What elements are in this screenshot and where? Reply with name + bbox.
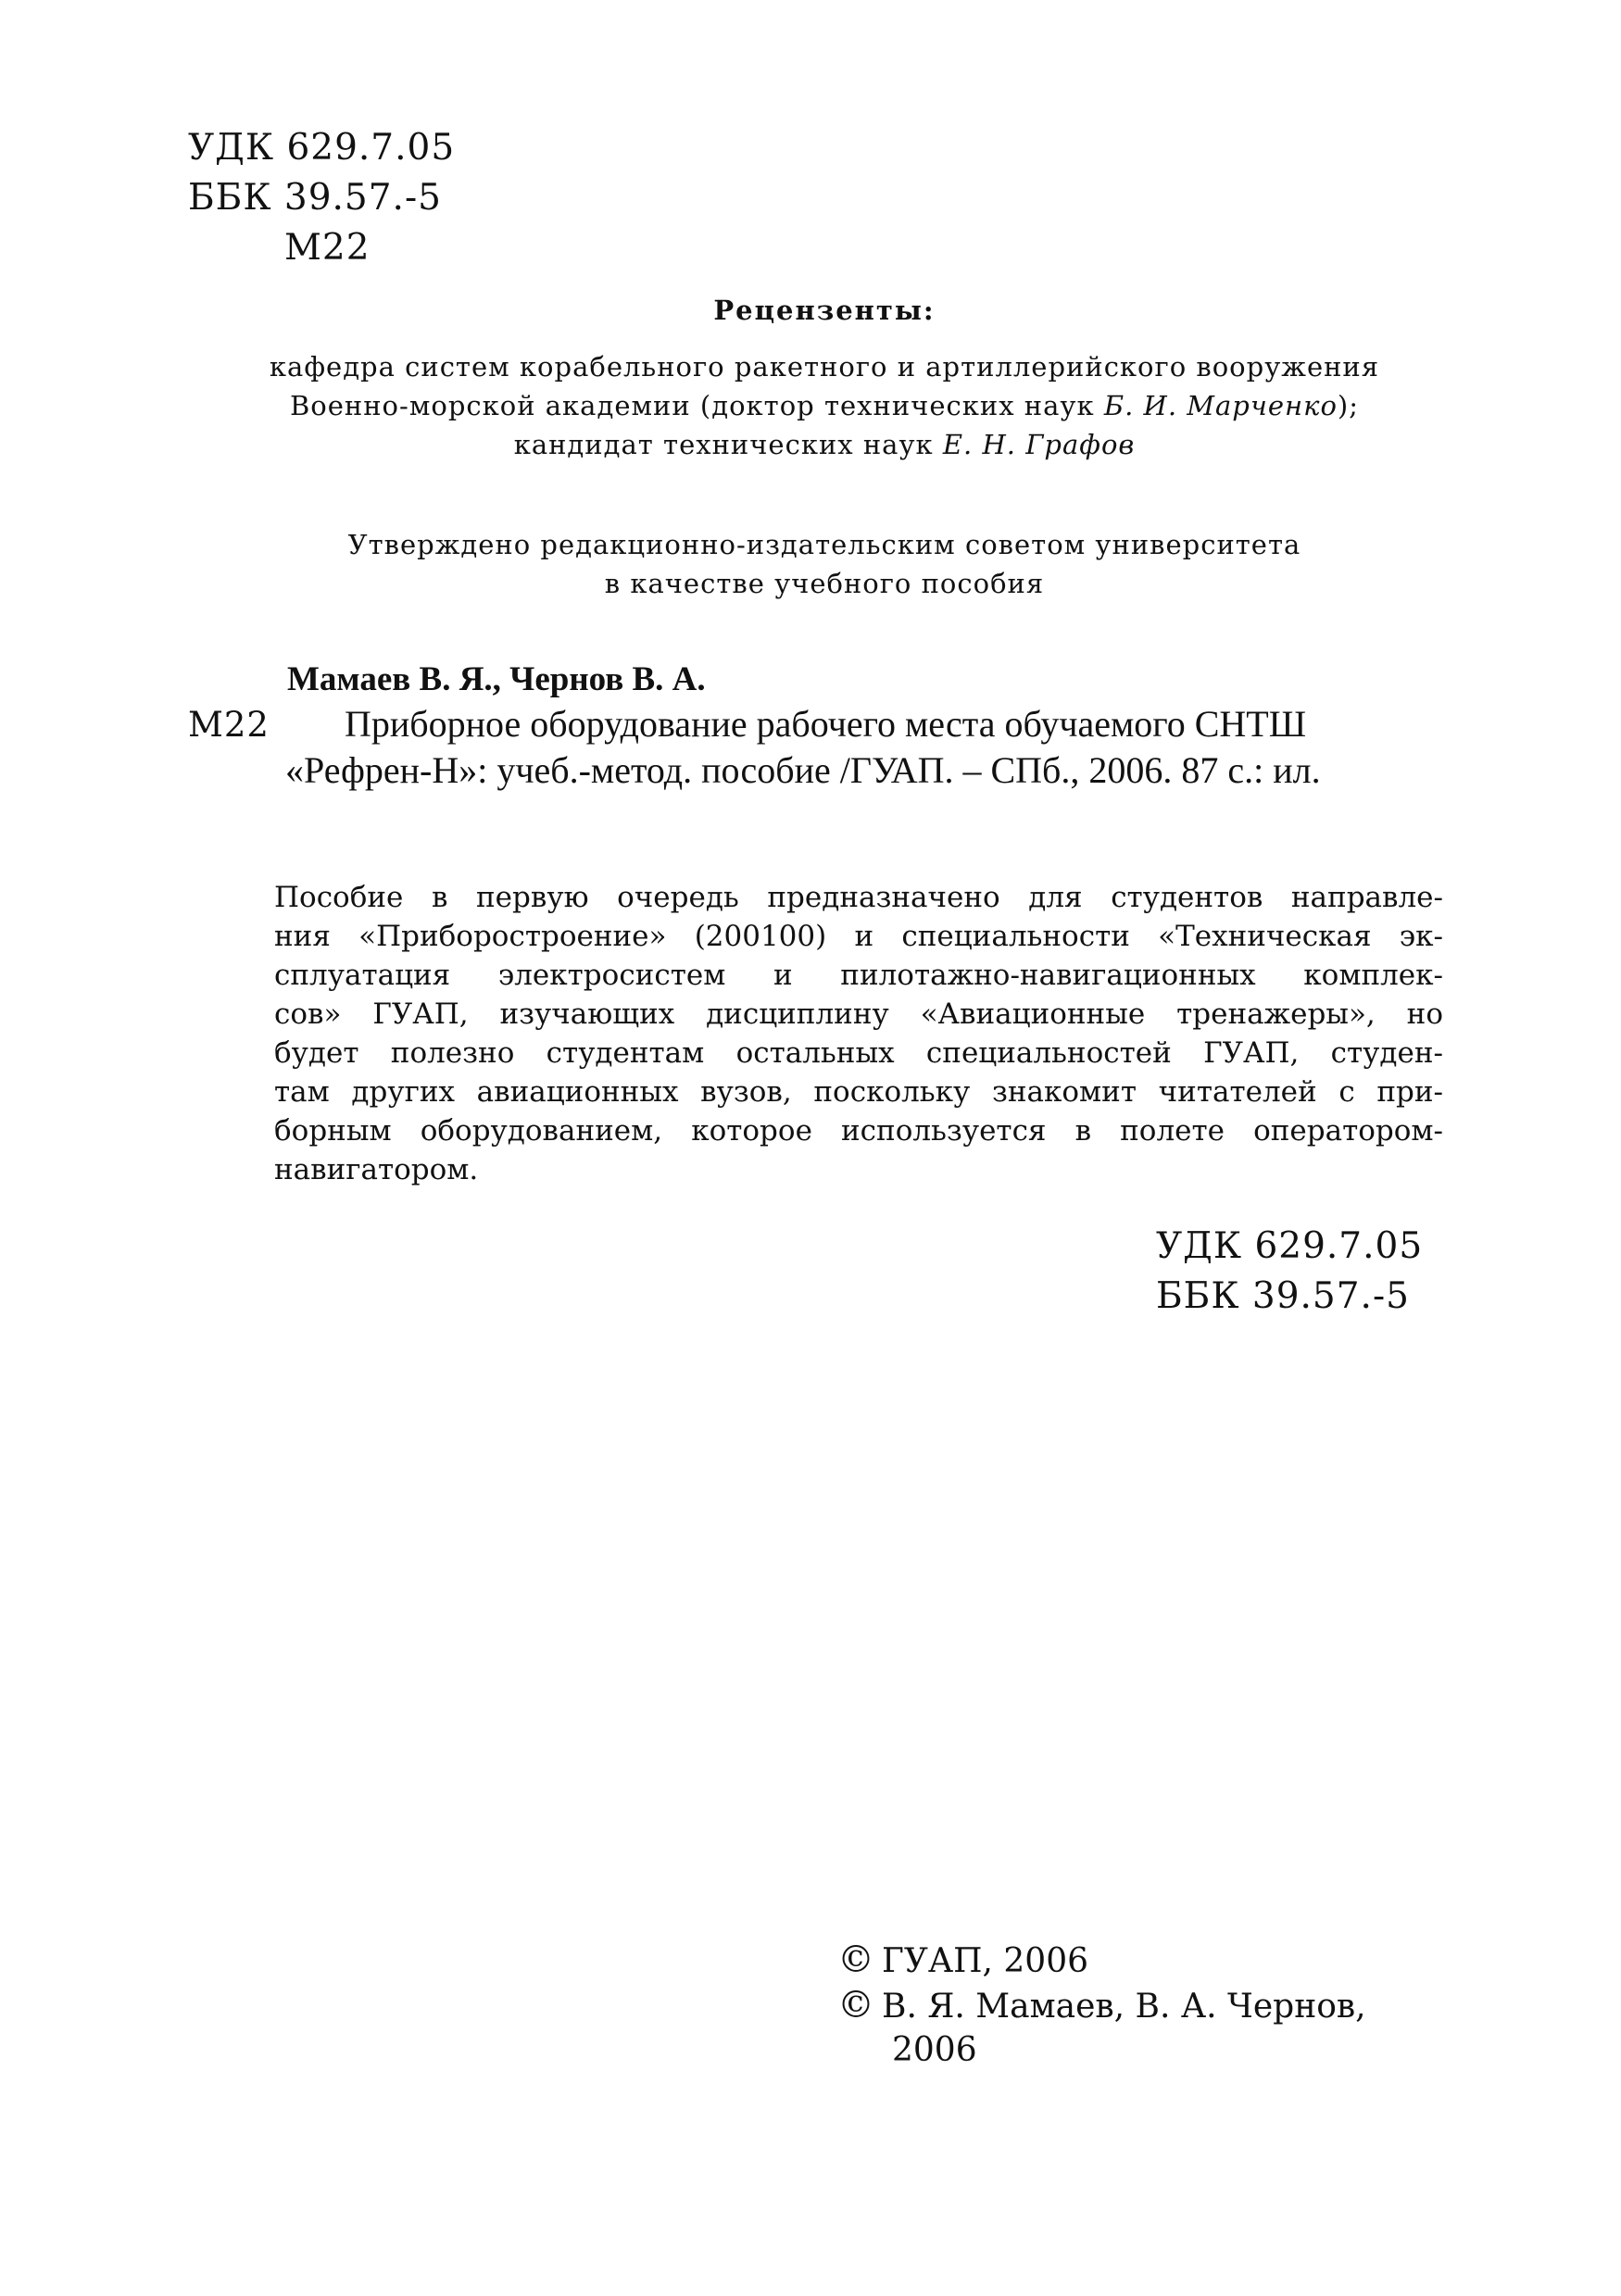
copyright-holder-1: ГУАП, 2006 bbox=[882, 1942, 1089, 1980]
reviewer-name-2: Е. Н. Графов bbox=[942, 429, 1136, 460]
abstract-line: Пособие в первую очередь предназначено для студентов направле- bbox=[274, 881, 1443, 914]
bbk-code-bottom: ББК 39.57.-5 bbox=[1156, 1275, 1410, 1317]
authors-heading: Мамаев В. Я., Чернов В. А. bbox=[287, 660, 706, 698]
abstract-line: навигатором. bbox=[274, 1153, 479, 1186]
reviewers-line-2 bbox=[185, 386, 1464, 425]
bbk-code-top: ББК 39.57.-5 bbox=[188, 177, 442, 219]
abstract-line: ния «Приборостроение» (200100) и специальности «Техническая эк- bbox=[274, 920, 1443, 953]
abstract bbox=[274, 878, 1443, 1189]
copyright-icon: © bbox=[837, 1984, 874, 2026]
copyright-line-1 bbox=[837, 1937, 1088, 1985]
copyright-year: 2006 bbox=[892, 2031, 977, 2069]
author-cipher: М22 bbox=[188, 705, 270, 745]
abstract-line: борным оборудованием, которое используется в полете оператором- bbox=[274, 1114, 1443, 1148]
abstract-line: там других авиационных вузов, поскольку знакомит читателей с при- bbox=[274, 1075, 1443, 1109]
reviewers-heading: Рецензенты: bbox=[713, 295, 936, 326]
reviewers-line-1: кафедра систем корабельного ракетного и артиллерийского вооружения bbox=[269, 351, 1380, 383]
abstract-line: будет полезно студентам остальных специальностей ГУАП, студен- bbox=[274, 1036, 1443, 1070]
reviewers-line-3 bbox=[185, 425, 1464, 464]
copyright-line-2 bbox=[837, 1982, 1366, 2030]
approval-line-1: Утверждено редакционно-издательским советом университета bbox=[347, 529, 1301, 560]
author-cipher-top: М22 bbox=[284, 227, 371, 269]
reviewers-line-2-text: Военно-морской академии (доктор технических наук bbox=[289, 390, 1104, 421]
book-title-line-2: «Рефрен-Н»: учеб.-метод. пособие /ГУАП. – СПб., 2006. 87 с.: ил. bbox=[285, 749, 1321, 791]
abstract-line: сов» ГУАП, изучающих дисциплину «Авиационные тренажеры», но bbox=[274, 997, 1443, 1031]
reviewers-line-3-text: кандидат технических наук bbox=[513, 429, 943, 460]
reviewer-name-1: Б. И. Марченко bbox=[1103, 390, 1338, 421]
copyright-holder-2: В. Я. Мамаев, В. А. Чернов, bbox=[882, 1988, 1366, 2026]
reviewers-line-2-end: ); bbox=[1337, 390, 1360, 421]
book-title-line-1: Приборное оборудование рабочего места обучаемого СНТШ bbox=[345, 703, 1307, 745]
copyright-icon: © bbox=[837, 1938, 874, 1981]
approval-line-2: в качестве учебного пособия bbox=[604, 568, 1045, 599]
abstract-line: сплуатация электросистем и пилотажно-навигационных комплек- bbox=[274, 959, 1443, 992]
udk-code-top: УДК 629.7.05 bbox=[188, 127, 456, 169]
udk-code-bottom: УДК 629.7.05 bbox=[1156, 1225, 1424, 1267]
